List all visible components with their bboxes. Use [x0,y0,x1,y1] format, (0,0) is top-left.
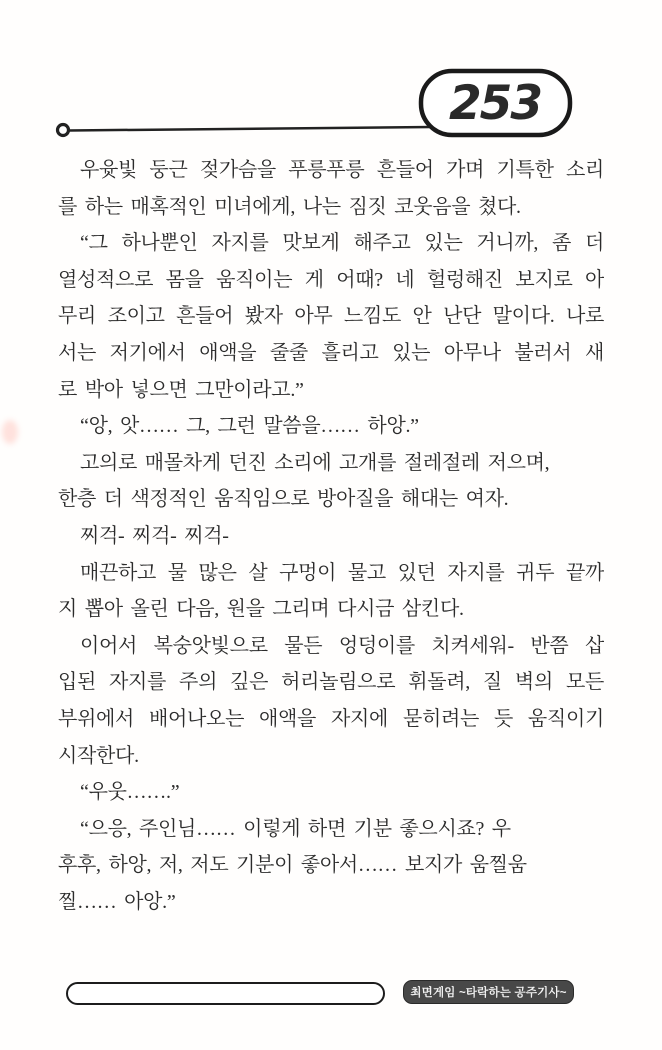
text-line: “우웃…….” [80,781,180,804]
body-text [58,152,604,920]
footer-series-badge [403,980,574,1004]
text-line: 지 뽑아 올린 다음, 원을 그리며 다시금 삼킨다. [58,598,464,621]
text-line: 서는 저기에서 애액을 줄줄 흘리고 있는 아무나 불러서 새 [58,341,604,364]
header-rule-line [69,127,432,131]
text-line: 열성적으로 몸을 움직이는 게 어때? 네 헐렁해진 보지로 아 [58,268,604,291]
text-line: 로 박아 넣으면 그만이라고.” [58,378,304,401]
text-line: 한층 더 색정적인 움직임으로 방아질을 해대는 여자. [58,488,509,511]
footer-series-title: 최면게임 ~타락하는 공주기사~ [410,987,567,999]
ring-marker-icon [58,125,69,136]
text-line: 를 하는 매혹적인 미녀에게, 나는 짐짓 코웃음을 쳤다. [58,195,521,218]
text-line: 무리 조이고 흔들어 봤자 아무 느낌도 안 난단 말이다. 나로 [58,305,604,328]
text-line: “그 하나뿐인 자지를 맛보게 해주고 있는 거니까, 좀 더 [80,232,604,255]
text-line: 시작한다. [58,744,139,767]
text-line: 고의로 매몰차게 던진 소리에 고개를 절레절레 저으며, [80,451,550,474]
text-line: 후후, 하앙, 저, 저도 기분이 좋아서…… 보지가 움찔움 [58,854,527,877]
text-line: “앙, 앗…… 그, 그런 말씀을…… 하앙.” [80,415,419,438]
text-line: 부위에서 배어나오는 애액을 자지에 묻히려는 듯 움직이기 [58,707,604,730]
text-line: 입된 자지를 주의 깊은 허리놀림으로 휘돌려, 질 벽의 모든 [58,671,604,694]
text-line: 찌걱- 찌걱- 찌걱- [80,524,229,547]
scan-smudge [2,420,18,444]
page-header [0,0,662,150]
page-number: 253 [448,76,542,131]
text-line: 우윳빛 둥근 젖가슴을 푸릉푸릉 흔들어 가며 기특한 소리 [80,159,604,181]
text-line: 이어서 복숭앗빛으로 물든 엉덩이를 치켜세워- 반쯤 삽 [80,634,604,657]
text-line: “으응, 주인님…… 이렇게 하면 기분 좋으시죠? 우 [80,817,511,840]
text-line: 찔…… 아앙.” [58,890,176,913]
footer-title-box [66,982,385,1005]
text-line: 매끈하고 물 많은 살 구멍이 물고 있던 자지를 귀두 끝까 [80,561,604,584]
